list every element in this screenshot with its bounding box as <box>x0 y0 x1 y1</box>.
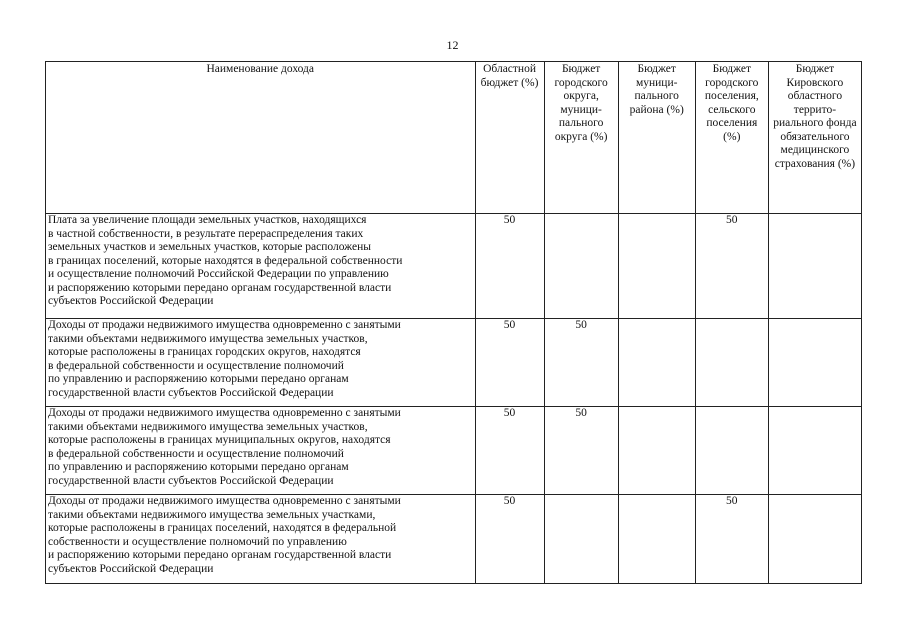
table-row <box>46 319 862 407</box>
income-name-cell: Плата за увеличение площади земельных участков, находящихся в частной собственности, в результате перераспределения таких земельных участков и земельных участков, которые расположены в границах поселений, которые находятся в федеральной собственности и осуществление полномочий Российской Федерации по управлению и распоряжению которыми передано органам государственной власти субъектов Российской Федерации <box>46 214 476 319</box>
settlement-budget-cell <box>695 319 768 407</box>
settlement-budget-cell <box>695 407 768 495</box>
municipal-district-budget-cell <box>618 495 695 584</box>
header-medical-fund-budget: Бюджет Кировского областного террито-риального фонда обязательного медицинского страхования (%) <box>768 62 861 214</box>
regional-budget-cell: 50 <box>475 319 544 407</box>
medical-fund-budget-cell <box>768 214 861 319</box>
medical-fund-budget-cell <box>768 407 861 495</box>
header-municipal-district-budget: Бюджет муници-пального района (%) <box>618 62 695 214</box>
city-district-budget-cell <box>544 495 618 584</box>
city-district-budget-cell: 50 <box>544 319 618 407</box>
table-row <box>46 214 862 319</box>
medical-fund-budget-cell <box>768 319 861 407</box>
settlement-budget-cell: 50 <box>695 214 768 319</box>
header-income-name: Наименование дохода <box>46 62 476 214</box>
income-distribution-table <box>45 61 862 584</box>
municipal-district-budget-cell <box>618 407 695 495</box>
regional-budget-cell: 50 <box>475 214 544 319</box>
regional-budget-cell: 50 <box>475 495 544 584</box>
header-city-district-budget: Бюджет городского округа, муници-пального округа (%) <box>544 62 618 214</box>
income-name-cell: Доходы от продажи недвижимого имущества одновременно с занятыми такими объектами недвижимого имущества земельных участков, которые расположены в границах городских округов, находятся в федеральной собственности и осуществление полномочий по управлению и распоряжению которыми передано органам государственной власти субъектов Российской Федерации <box>46 319 476 407</box>
income-name-cell: Доходы от продажи недвижимого имущества одновременно с занятыми такими объектами недвижимого имущества земельных участками, которые расположены в границах поселений, находятся в федеральной собственности и осуществление полномочий по управлению и распоряжению которыми передано органам государственной власти субъектов Российской Федерации <box>46 495 476 584</box>
table-row <box>46 407 862 495</box>
table-row <box>46 495 862 584</box>
municipal-district-budget-cell <box>618 319 695 407</box>
header-settlement-budget: Бюджет городского поселения, сельского поселения (%) <box>695 62 768 214</box>
medical-fund-budget-cell <box>768 495 861 584</box>
header-regional-budget: Областной бюджет (%) <box>475 62 544 214</box>
settlement-budget-cell: 50 <box>695 495 768 584</box>
city-district-budget-cell <box>544 214 618 319</box>
regional-budget-cell: 50 <box>475 407 544 495</box>
city-district-budget-cell: 50 <box>544 407 618 495</box>
page-number: 12 <box>446 38 459 52</box>
table-header-row <box>46 62 862 214</box>
income-name-cell: Доходы от продажи недвижимого имущества одновременно с занятыми такими объектами недвижимого имущества земельных участков, которые расположены в границах муниципальных округов, находятся в федеральной собственности и осуществление полномочий по управлению и распоряжению которыми передано органам государственной власти субъектов Российской Федерации <box>46 407 476 495</box>
municipal-district-budget-cell <box>618 214 695 319</box>
